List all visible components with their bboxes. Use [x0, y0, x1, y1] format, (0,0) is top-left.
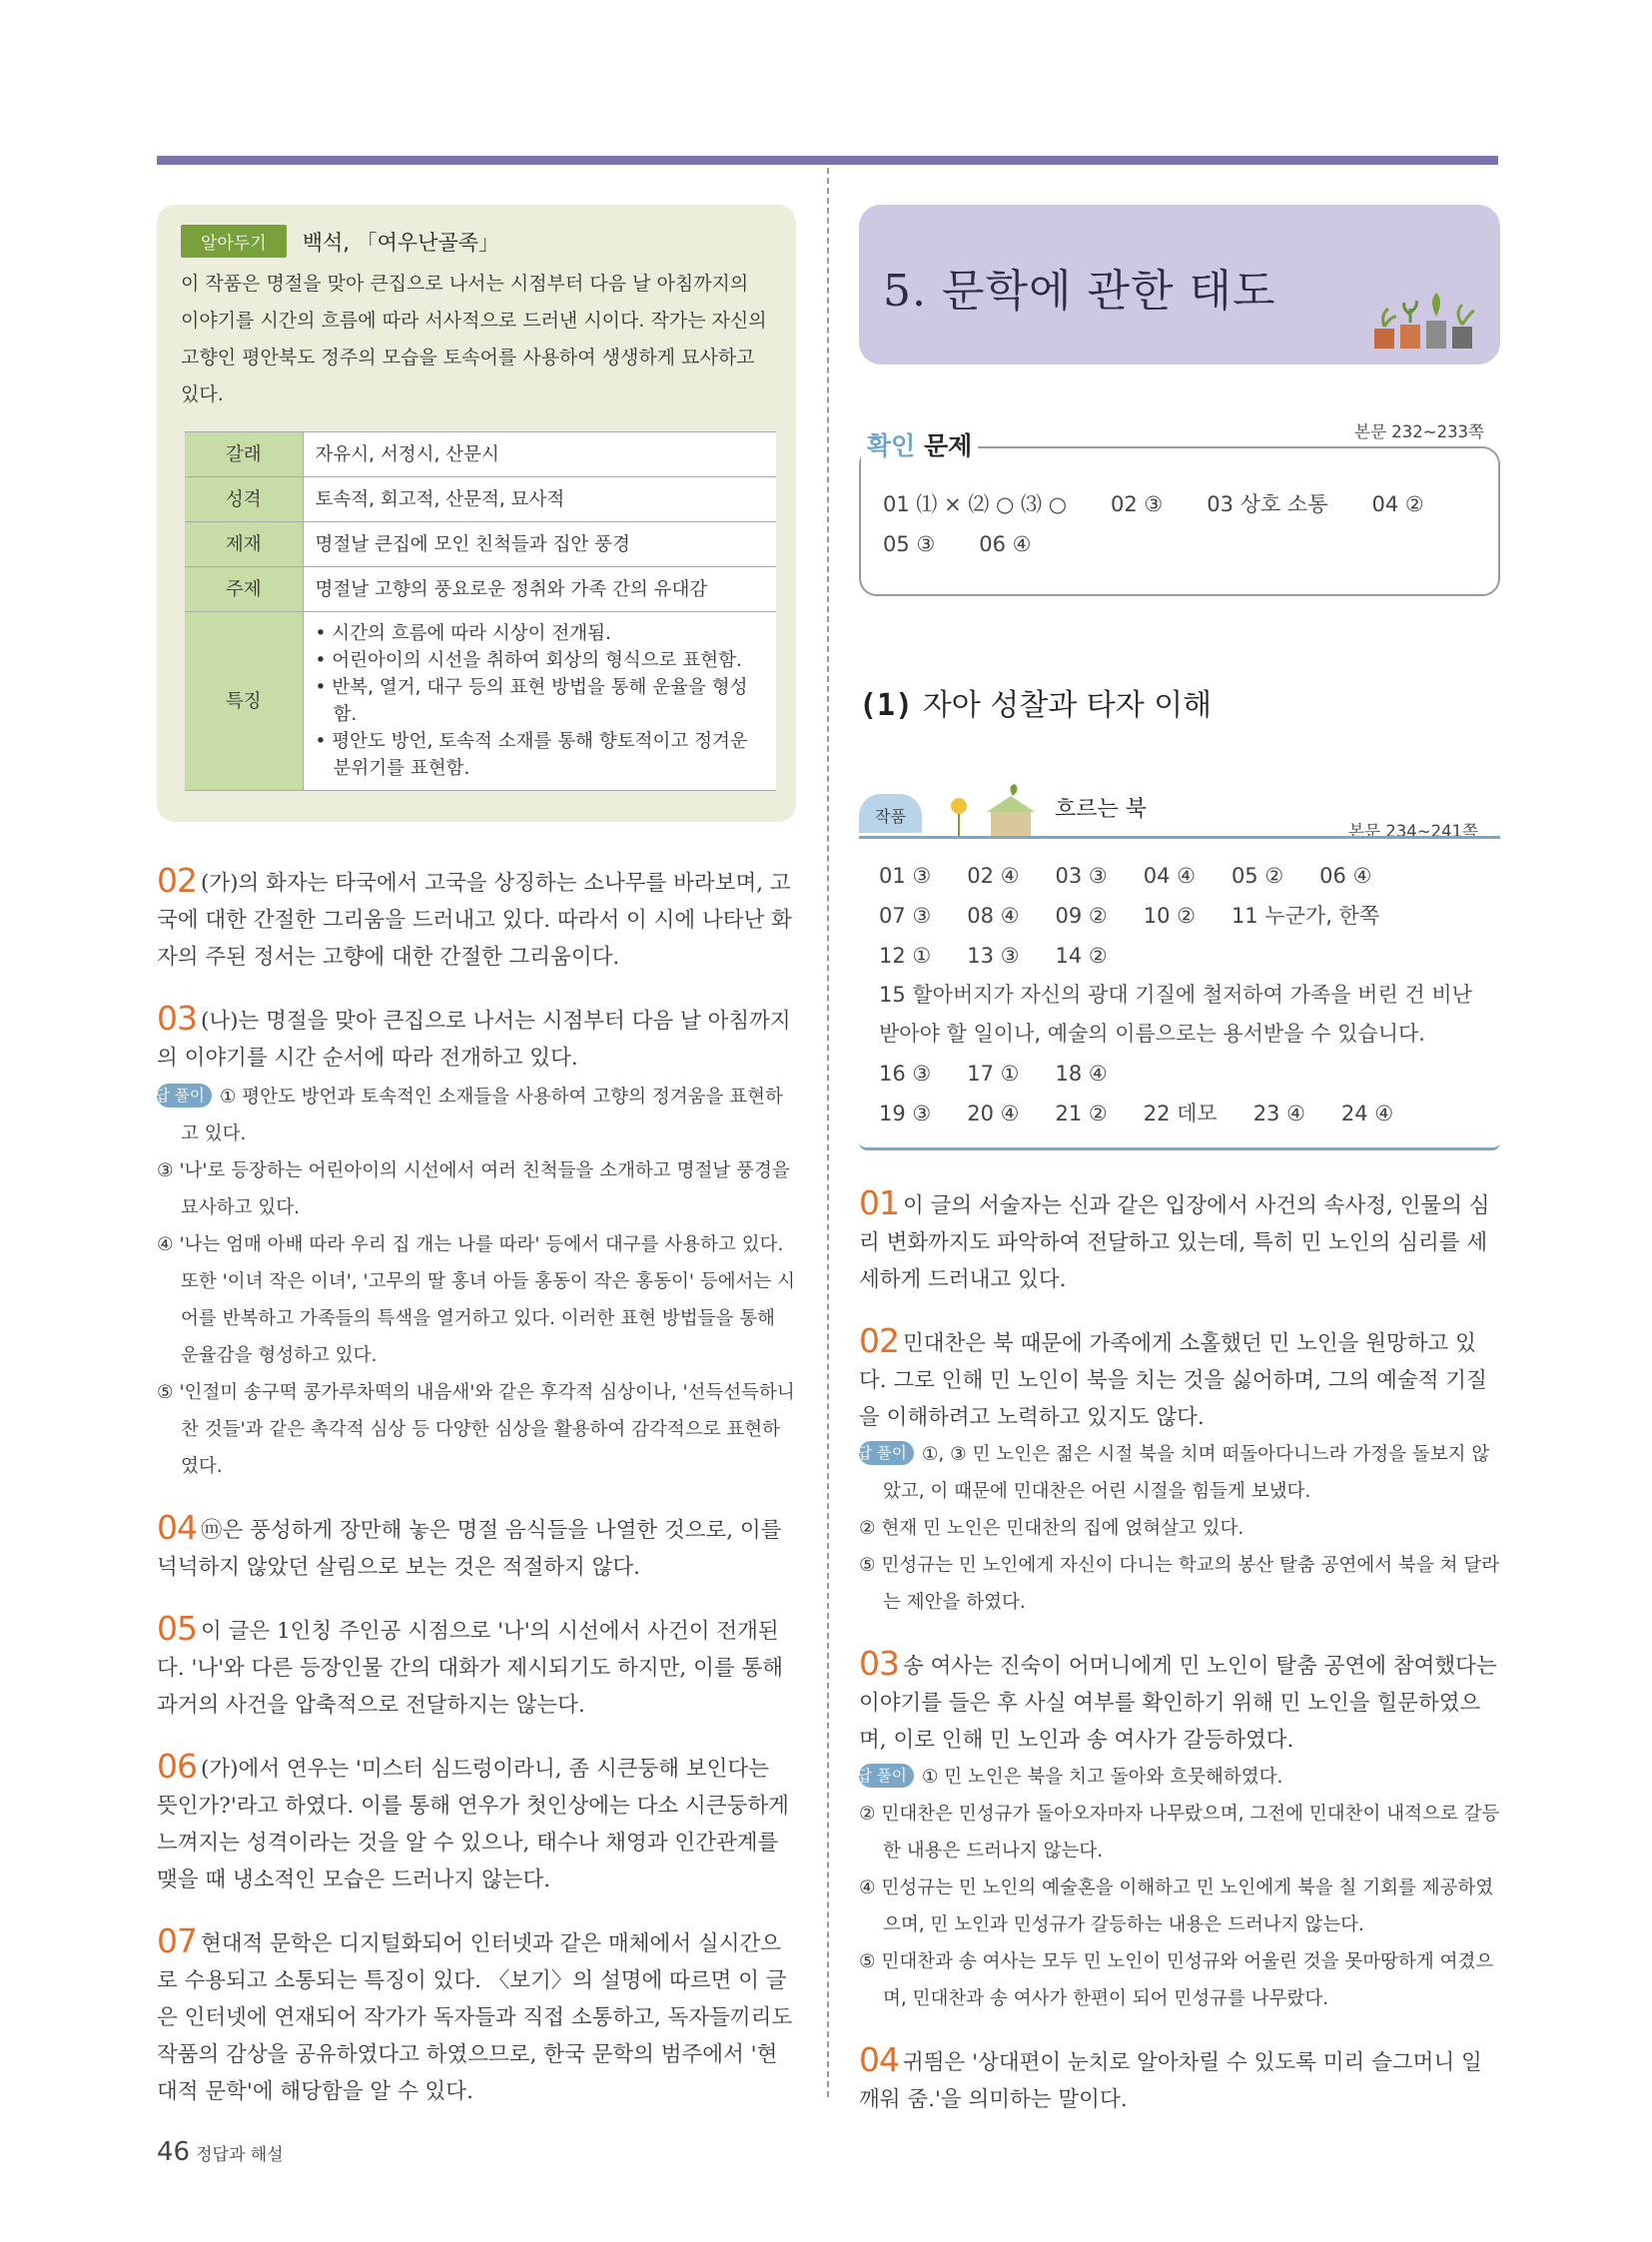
confirm-label-b: 문제: [915, 431, 973, 460]
wrong-answer-block: [140, 1079, 796, 1485]
answer-number: 02: [157, 861, 197, 900]
feature-item: • 시간의 흐름에 따라 시상이 전개됨.: [315, 623, 611, 644]
wrong-answer-line: ⑤ 민대찬과 송 여사는 모두 민 노인이 민성규와 어울린 것을 못마땅하게 여겼으며, 민대찬과 송 여사가 한편이 되어 민성규를 나무랐다.: [859, 1951, 1494, 2009]
wrong-answer-text: ①, ③ 민 노인은 젊은 시절 북을 치며 떠돌아다니느라 가정을 돌보지 않았고, 이 때문에 민대찬은 어린 시절을 힘들게 보냈다.: [883, 1444, 1490, 1502]
column-divider: [827, 168, 829, 2097]
answer: 10 ②: [1143, 904, 1196, 928]
wrong-answer-line: ② 현재 민 노인은 민대찬의 집에 얹혀살고 있다.: [859, 1518, 1244, 1539]
answer-number: 01: [859, 1183, 899, 1222]
confirm-questions-box: [859, 422, 1500, 596]
page-reference: 본문 234~241쪽: [1348, 822, 1478, 841]
answer-text: 이 글은 1인칭 주인공 시점으로 '나'의 시선에서 사건이 전개된다. '나'와 다른 등장인물 간의 대화가 제시되기도 하지만, 이를 통해 과거의 사건을 압축적으로 전달하지는 않는다.: [157, 1619, 783, 1718]
answer-row: [879, 856, 1480, 896]
wrong-answer-line: ④ '나는 엄매 아배 따라 우리 집 개는 나를 따라' 등에서 대구를 사용하고 있다. 또한 '이녀 작은 이녀', '고무의 딸 홍녀 아들 홍동이 작은 홍동이' 등에서는 시어를 반복하고 가족들의 특색을 열거하고 있다. 이러한 표현 방법들을 통해 운율감을 형성하고 있다.: [157, 1234, 796, 1366]
wrong-answer-text: ① 평안도 방언과 토속적인 소재들을 사용하여 고향의 정겨움을 표현하고 있다.: [181, 1087, 783, 1144]
table-row: [185, 612, 776, 791]
answer-text: (가)의 화자는 타국에서 고국을 상징하는 소나무를 바라보며, 고국에 대한 간절한 그리움을 드러내고 있다. 따라서 이 시에 나타난 화자의 주된 정서는 고향에 대한 간절한 그리움이다.: [157, 871, 792, 970]
answer: 11 누군가, 한쪽: [1231, 904, 1380, 928]
answer-text: (나)는 명절을 맞아 큰집으로 나서는 시점부터 다음 날 아침까지의 이야기를 시간 순서에 따라 전개하고 있다.: [157, 1009, 791, 1071]
answer: 05 ②: [1231, 864, 1284, 888]
table-row: [185, 477, 776, 522]
answer: 13 ③: [967, 944, 1020, 968]
answer-item: [859, 1322, 1500, 1436]
confirm-label: [861, 426, 978, 462]
confirm-label-a: 확인: [867, 431, 916, 460]
subsection-title: [859, 680, 1500, 724]
row-value: 토속적, 회고적, 산문적, 묘사적: [303, 477, 776, 522]
row-head: 특징: [185, 612, 303, 791]
row-value: [303, 612, 776, 791]
wrong-answer-line: ⑤ 민성규는 민 노인에게 자신이 다니는 학교의 봉산 탈춤 공연에서 북을 쳐 달라는 제안을 하였다.: [859, 1555, 1500, 1613]
wrong-answer-line: [842, 1436, 1500, 1510]
wrong-answer-block: [842, 1436, 1500, 1621]
answer-item: [157, 1000, 796, 1077]
work-rule: [859, 836, 1500, 839]
subsection-number: (1): [859, 688, 914, 723]
answer-number: 02: [859, 1321, 899, 1360]
wrong-answer-line: [140, 1079, 796, 1152]
answer: 14 ②: [1055, 944, 1108, 968]
answer: 06 ④: [1319, 864, 1372, 888]
answer-item: [859, 1184, 1500, 1298]
answer-text: ⓜ은 풍성하게 장만해 놓은 명절 음식들을 나열한 것으로, 이를 넉넉하지 않았던 살림으로 보는 것은 적절하지 않다.: [157, 1518, 782, 1580]
row-head: 주제: [185, 567, 303, 612]
row-head: 성격: [185, 477, 303, 522]
wrong-answer-line: ⑤ '인절미 송구떡 콩가루차떡의 내음새'와 같은 후각적 심상이나, '선득선득하니 찬 것들'과 같은 촉각적 심상 등 다양한 심상을 활용하여 감각적으로 표현하였다.: [157, 1382, 795, 1477]
wrong-answer-line: ② 민대찬은 민성규가 돌아오자마자 나무랐으며, 그전에 민대찬이 내적으로 갈등한 내용은 드러나지 않는다.: [859, 1804, 1500, 1862]
wrong-answer-badge: 오답 풀이: [859, 1441, 914, 1465]
page-number: 46: [157, 2137, 191, 2167]
answer-text: 민대찬은 북 때문에 가족에게 소홀했던 민 노인을 원망하고 있다. 그로 인해 민 노인이 북을 치는 것을 싫어하며, 그의 예술적 기질을 이해하려고 노력하고 있지도 않다.: [859, 1331, 1487, 1430]
answer: 06 ④: [979, 532, 1032, 556]
feature-item: • 평안도 방언, 토속적 소재를 통해 향토적이고 정겨운 분위기를 표현함.: [315, 731, 748, 779]
answer-text: 현대적 문학은 디지털화되어 인터넷과 같은 매체에서 실시간으로 수용되고 소통되는 특징이 있다. 〈보기〉의 설명에 따르면 이 글은 인터넷에 연재되어 작가가 독자들과 직접 소통하고, 독자들끼리도 작품의 감상을 공유하였다고 하였으므로, 한국 문학의 범주에서 '현대적 문학'에 해당함을 알 수 있다.: [157, 1931, 793, 2104]
answer-row: [883, 524, 1476, 564]
row-value: 명절날 고향의 풍요로운 정취와 가족 간의 유대감: [303, 567, 776, 612]
answer: 02 ③: [1111, 492, 1164, 516]
answer-number: 04: [157, 1508, 197, 1547]
answer: 17 ①: [967, 1062, 1020, 1086]
answer-item: [859, 1645, 1500, 1759]
answer: 04 ②: [1371, 492, 1424, 516]
feature-item: • 반복, 열거, 대구 등의 표현 방법을 통해 운율을 형성함.: [315, 677, 748, 725]
answer: 24 ④: [1340, 1102, 1394, 1125]
flower-house-icon: [941, 784, 1041, 842]
answer: 01 ③: [879, 864, 932, 888]
answer: 02 ④: [967, 864, 1020, 888]
answer-row: [879, 1054, 1480, 1094]
subsection-text: 자아 성찰과 타자 이해: [922, 688, 1213, 723]
table-row: [185, 567, 776, 612]
work-answers: [859, 846, 1500, 1150]
answer-row: [883, 484, 1476, 524]
right-column: [842, 205, 1500, 2118]
row-value: 자유시, 서정시, 산문시: [303, 432, 776, 477]
note-title: 백석, 「여우난골족」: [302, 230, 500, 255]
page-label: 정답과 해설: [196, 2145, 284, 2165]
plant-pots-icon: [1366, 287, 1478, 357]
answer: 03 ③: [1055, 864, 1108, 888]
left-column: [140, 205, 796, 2110]
answer: 12 ①: [879, 944, 932, 968]
answer-number: 07: [157, 1921, 197, 1960]
answer-text: 귀띔은 '상대편이 눈치로 알아차릴 수 있도록 미리 슬그머니 일깨워 줌.'을 의미하는 말이다.: [859, 2050, 1482, 2112]
answer: 04 ④: [1143, 864, 1196, 888]
note-badge: 알아두기: [181, 225, 287, 258]
feature-item: • 어린아이의 시선을 취하여 회상의 형식으로 표현함.: [315, 650, 742, 671]
page-footer: [157, 2137, 284, 2167]
answer-text: (가)에서 연우는 '미스터 심드렁이라니, 좀 시큰둥해 보인다는 뜻인가?'라고 하였다. 이를 통해 연우가 첫인상에는 다소 시큰둥하게 느껴지는 성격이라는 것을 알 수 있으나, 태수나 채영과 인간관계를 맺을 때 냉소적인 모습은 드러나지 않는다.: [157, 1757, 789, 1892]
answer: 16 ③: [879, 1062, 932, 1086]
feature-table: [185, 431, 776, 791]
wrong-answer-text: ① 민 노인은 북을 치고 돌아와 흐뭇해하였다.: [921, 1767, 1283, 1788]
row-value: 명절날 큰집에 모인 친척들과 집안 풍경: [303, 522, 776, 567]
answer: 22 데모: [1143, 1102, 1218, 1125]
answer-item: [157, 1610, 796, 1724]
note-box: [157, 205, 796, 822]
answer-row: [879, 1094, 1480, 1133]
answer: 05 ③: [883, 532, 936, 556]
table-row: [185, 432, 776, 477]
section-title-box: [859, 205, 1500, 365]
wrong-answer-badge: 오답 풀이: [157, 1084, 212, 1108]
answer-long: 15 할아버지가 자신의 광대 기질에 철저하여 가족을 버린 건 비난받아야 할 일이나, 예술의 이름으로는 용서받을 수 있습니다.: [879, 983, 1472, 1046]
answer: 07 ③: [879, 904, 932, 928]
page-reference: 본문 232~233쪽: [1354, 422, 1484, 441]
answer-number: 06: [157, 1747, 197, 1786]
answer-item: [157, 1922, 796, 2110]
answer-number: 04: [859, 2040, 899, 2079]
wrong-answer-badge: 오답 풀이: [859, 1764, 914, 1788]
answer: 20 ④: [967, 1102, 1020, 1125]
section-title: 5. 문학에 관한 태도: [883, 266, 1276, 317]
answer-item: [859, 2041, 1500, 2118]
wrong-answer-line: ④ 민성규는 민 노인의 예술혼을 이해하고 민 노인에게 북을 칠 기회를 제공하였으며, 민 노인과 민성규가 갈등하는 내용은 드러나지 않는다.: [859, 1877, 1494, 1935]
answer-text: 이 글의 서술자는 신과 같은 입장에서 사건의 속사정, 인물의 심리 변화까지도 파악하여 전달하고 있는데, 특히 민 노인의 심리를 세세하게 드러내고 있다.: [859, 1193, 1490, 1292]
answer-number: 03: [157, 999, 197, 1038]
answer: 21 ②: [1055, 1102, 1108, 1125]
answer-text: 송 여사는 진숙이 어머니에게 민 노인이 탈춤 공연에 참여했다는 이야기를 들은 후 사실 여부를 확인하기 위해 민 노인을 힐문하였으며, 이로 인해 민 노인과 송 여사가 갈등하였다.: [859, 1654, 1497, 1753]
answer: 23 ④: [1252, 1102, 1305, 1125]
note-text: 이 작품은 명절을 맞아 큰집으로 나서는 시점부터 다음 날 아침까지의 이야기를 시간의 흐름에 따라 서사적으로 드러낸 시이다. 작가는 자신의 고향인 평안북도 정주의 모습을 토속어를 사용하여 생생하게 묘사하고 있다.: [181, 273, 767, 405]
top-rule: [157, 156, 1498, 165]
answer: 19 ③: [879, 1102, 932, 1125]
wrong-answer-line: [842, 1759, 1500, 1796]
work-answer-box: [859, 784, 1500, 1150]
answer: 08 ④: [967, 904, 1020, 928]
answer-number: 03: [859, 1644, 899, 1683]
work-tag: 작품: [859, 794, 922, 833]
answer: 09 ②: [1055, 904, 1108, 928]
wrong-answer-block: [842, 1759, 1500, 2017]
answer: 18 ④: [1055, 1062, 1108, 1086]
answer-row: [879, 936, 1480, 976]
table-row: [185, 522, 776, 567]
work-header: [859, 784, 1500, 846]
answer-item: [157, 1509, 796, 1586]
answer-item: [157, 862, 796, 976]
answer: 03 상호 소통: [1207, 492, 1328, 516]
work-title: 흐르는 북: [1055, 797, 1148, 822]
answer-row: [879, 896, 1480, 936]
answer-item: [157, 1748, 796, 1898]
wrong-answer-line: ③ '나'로 등장하는 어린아이의 시선에서 여러 친척들을 소개하고 명절날 풍경을 묘사하고 있다.: [157, 1160, 790, 1218]
row-head: 제재: [185, 522, 303, 567]
answer-number: 05: [157, 1609, 197, 1648]
answer: 01 ⑴ × ⑵ ○ ⑶ ○: [883, 492, 1068, 516]
row-head: 갈래: [185, 432, 303, 477]
